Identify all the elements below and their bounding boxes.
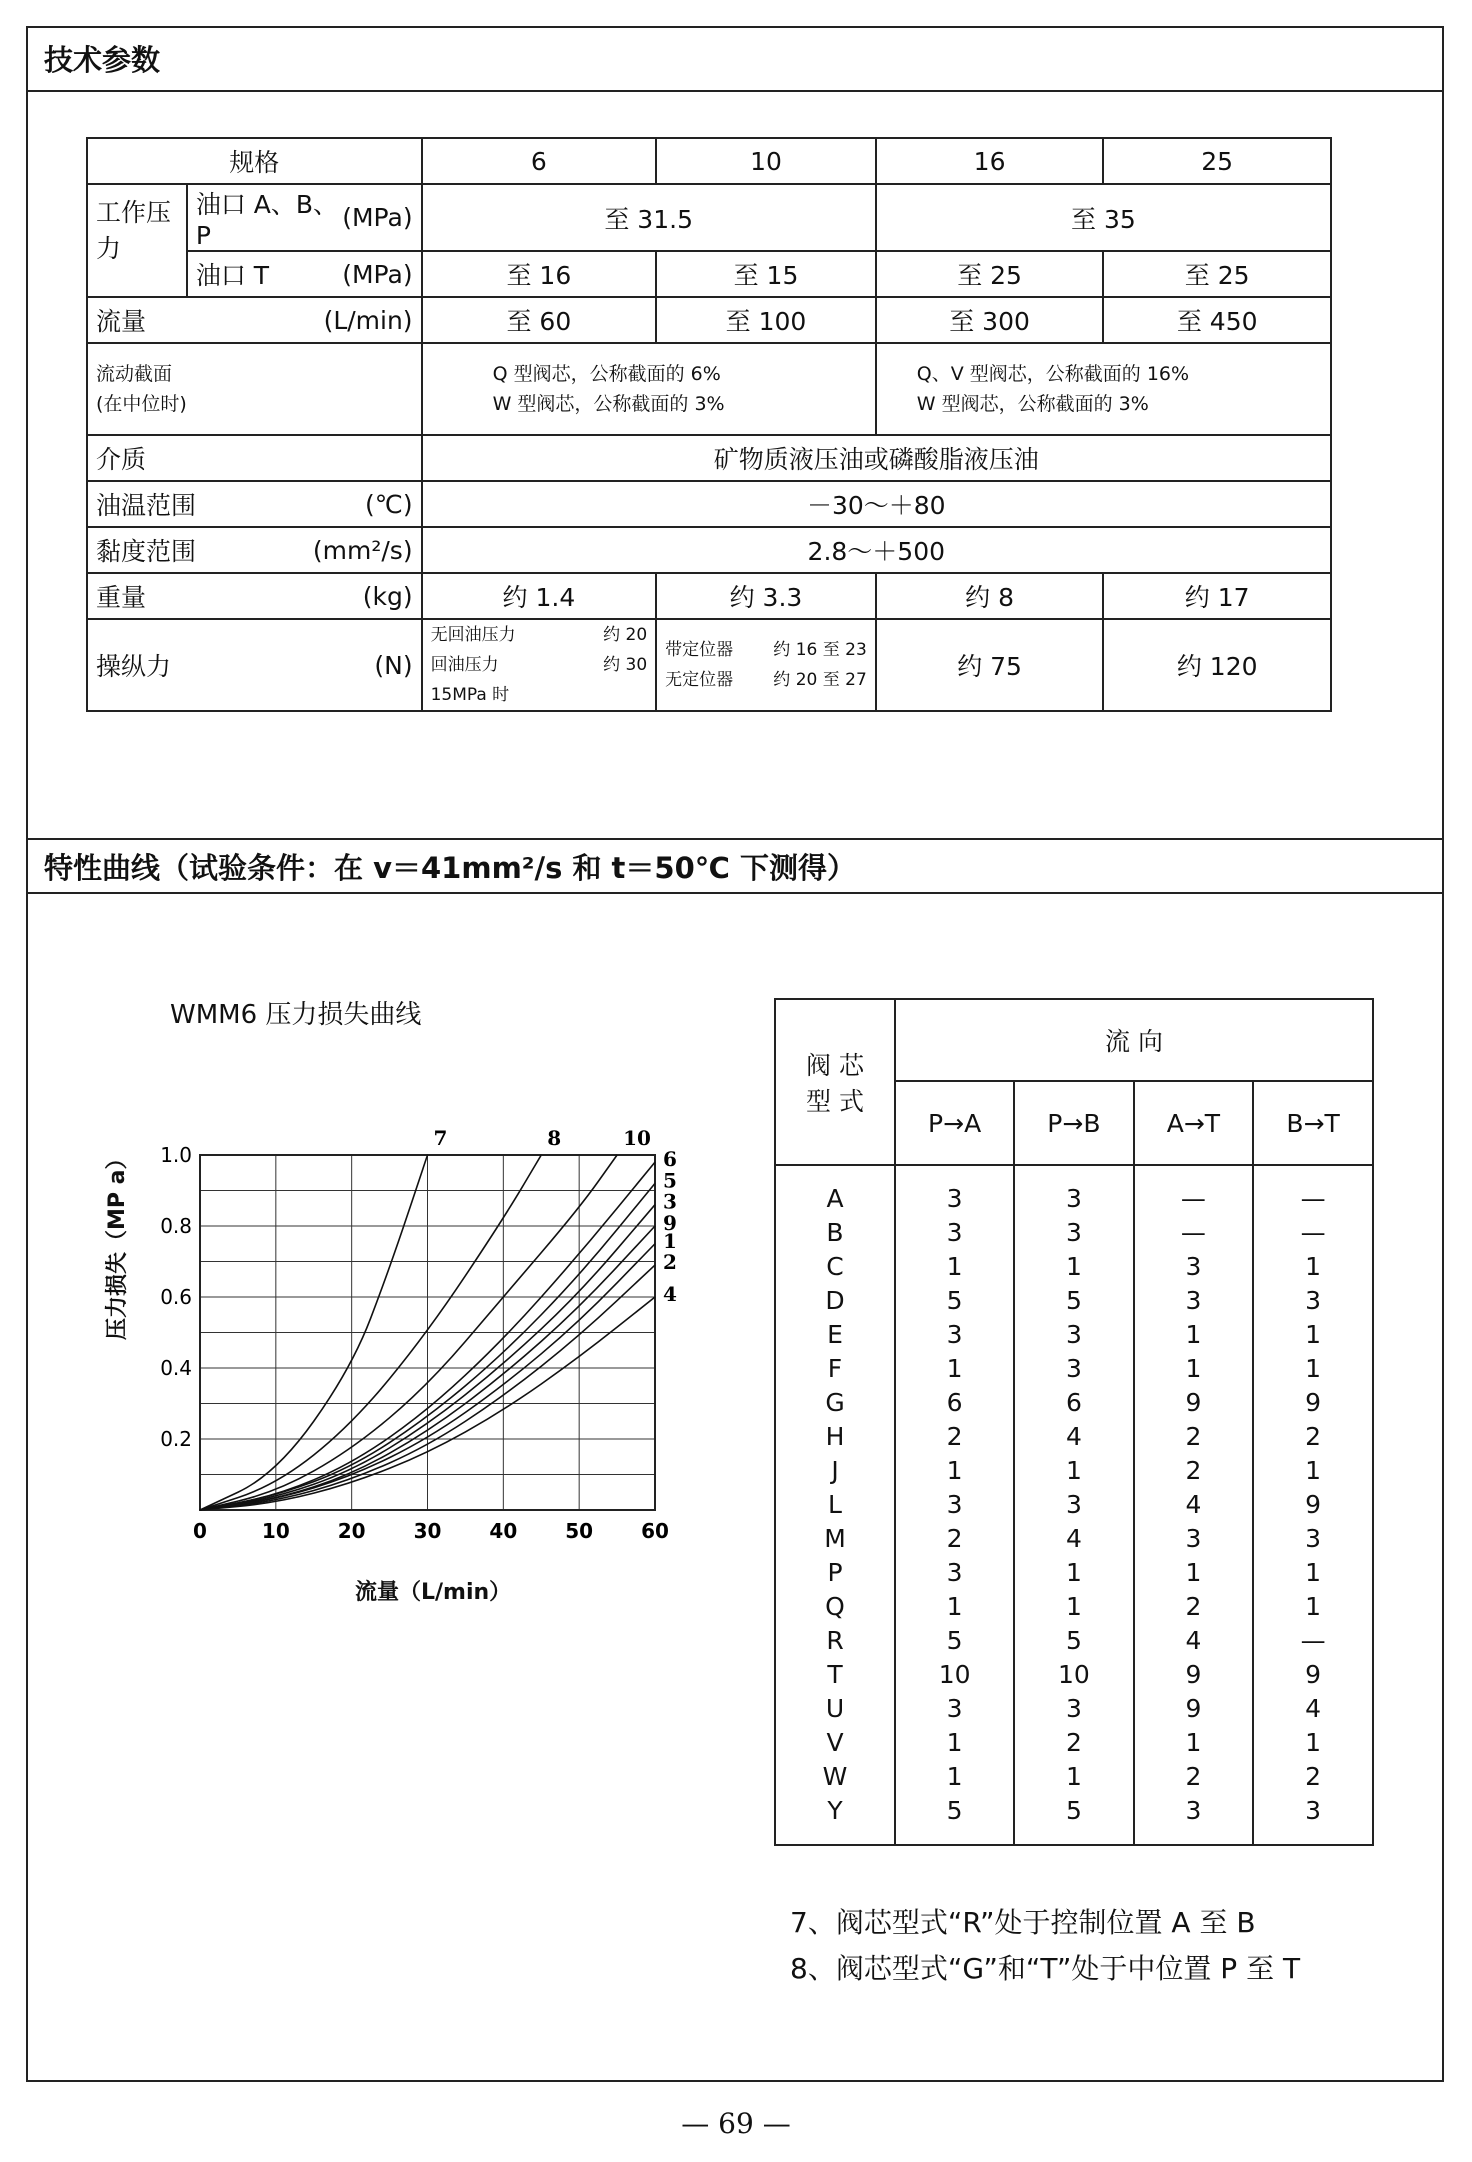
table-cell: 2 (1305, 1422, 1322, 1451)
table-cell: J (831, 1456, 839, 1485)
table-row (87, 481, 1331, 527)
row-label: 介质 (87, 435, 422, 481)
table-cell: 3 (1065, 1320, 1082, 1349)
flow-direction-header: 流 向 (895, 999, 1373, 1081)
table-cell: 1 (1065, 1558, 1082, 1587)
table-cell: 2 (1185, 1456, 1202, 1485)
table-cell: 1 (1305, 1354, 1322, 1383)
table-cell: 3 (946, 1694, 963, 1723)
force-sub-value: 约 20 (603, 625, 648, 645)
series-label-2: 2 (663, 1250, 677, 1275)
table-cell: 1 (1305, 1456, 1322, 1485)
table-cell: 9 (1305, 1388, 1322, 1417)
spec-header-cell: 10 (656, 138, 876, 184)
table-cell: 1 (1065, 1592, 1082, 1621)
table-cell: 3 (1185, 1252, 1202, 1281)
pressure-label: 工作压力 (87, 184, 187, 297)
x-tick-label: 30 (413, 1519, 442, 1543)
force-label-cell (87, 619, 422, 711)
table-cell: 至 35 (876, 184, 1331, 251)
table-cell: 4 (1185, 1626, 1202, 1655)
table-cell: 3 (1065, 1218, 1082, 1247)
table-cell: 10 (1057, 1660, 1090, 1689)
table-cell: 6 (946, 1388, 963, 1417)
table-cell: 5 (946, 1286, 963, 1315)
table-cell: 矿物质液压油或磷酸脂液压油 (422, 435, 1331, 481)
table-row (87, 138, 1331, 184)
table-cell: 2 (1065, 1728, 1082, 1757)
y-tick-label: 0.6 (160, 1285, 192, 1309)
spec-header-cell: 25 (1103, 138, 1331, 184)
table-cell: 9 (1185, 1660, 1202, 1689)
table-cell: 1 (946, 1456, 963, 1485)
table-cell: 约 75 (876, 619, 1104, 711)
table-row (87, 297, 1331, 343)
table-cell: 1 (946, 1354, 963, 1383)
spool-types-column (775, 1165, 895, 1845)
at-column (1134, 1165, 1254, 1845)
series-label-6: 6 (663, 1147, 677, 1172)
table-cell: R (826, 1626, 844, 1655)
table-cell: — (1300, 1626, 1326, 1655)
table-row (87, 251, 1331, 297)
section-area-label-cell (87, 343, 422, 435)
bt-column (1253, 1165, 1373, 1845)
table-cell: — (1300, 1184, 1326, 1213)
table-cell: 至 60 (422, 297, 657, 343)
table-cell: G (825, 1388, 845, 1417)
row-label: 油温范围 (96, 491, 197, 520)
cell-line: W 型阀芯，公称截面的 3% (916, 393, 1149, 415)
table-cell: 至 25 (1103, 251, 1331, 297)
section-area-right (876, 343, 1331, 435)
table-cell: Y (827, 1796, 843, 1825)
series-label-5: 5 (663, 1168, 677, 1193)
table-cell: 1 (1185, 1320, 1202, 1349)
force-sub-label: 带定位器 (665, 640, 734, 660)
chart-title: WMM6 压力损失曲线 (170, 1000, 422, 1030)
table-cell: 至 100 (656, 297, 876, 343)
table-row (87, 184, 1331, 251)
x-tick-label: 10 (261, 1519, 290, 1543)
force-sub-note: 15MPa 时 (430, 685, 510, 705)
force-sub-label: 回油压力 (430, 655, 499, 675)
table-cell: 9 (1305, 1490, 1322, 1519)
spool-type-header (775, 999, 895, 1165)
table-cell: 3 (1065, 1184, 1082, 1213)
table-cell: 4 (1185, 1490, 1202, 1519)
table-cell: T (827, 1660, 843, 1689)
table-cell: E (827, 1320, 843, 1349)
table-cell: V (826, 1728, 844, 1757)
table-cell: — (1180, 1218, 1206, 1247)
x-tick-label: 20 (337, 1519, 366, 1543)
table-cell: 3 (1065, 1490, 1082, 1519)
pressure-port-abp (187, 184, 422, 251)
row-label: 重量 (96, 583, 147, 612)
page-number: — 69 — (681, 2107, 791, 2140)
series-label-9: 9 (663, 1211, 677, 1235)
table-cell: 3 (946, 1490, 963, 1519)
spec-header-cell: 规格 (87, 138, 422, 184)
table-cell: 4 (1065, 1524, 1082, 1553)
table-cell: 至 450 (1103, 297, 1331, 343)
notes (790, 1900, 1300, 1992)
spool-flow-table (774, 998, 1374, 1846)
x-tick-label: 40 (489, 1519, 518, 1543)
table-cell: 5 (946, 1626, 963, 1655)
unit-label: (N) (374, 650, 413, 680)
unit-label: (MPa) (342, 203, 413, 232)
viscosity-label-cell (87, 527, 422, 573)
table-cell: 2.8～＋500 (422, 527, 1331, 573)
table-cell: 2 (946, 1524, 963, 1553)
note-line: 7、阀芯型式“R”处于控制位置 A 至 B (790, 1906, 1256, 1939)
table-cell: 3 (1305, 1524, 1322, 1553)
table-cell: B (826, 1218, 844, 1247)
table-cell: 3 (946, 1320, 963, 1349)
unit-label: (℃) (364, 489, 413, 519)
port-label: 油口 T (195, 261, 270, 290)
spec-header-cell: 6 (422, 138, 657, 184)
series-label-8: 8 (547, 1126, 562, 1150)
unit-label: (mm²/s) (312, 535, 413, 565)
table-cell: 3 (1065, 1354, 1082, 1383)
table-cell: C (826, 1252, 844, 1281)
row-sublabel: (在中位时) (96, 393, 187, 415)
table-row (775, 999, 1373, 1081)
table-cell: 约 120 (1103, 619, 1331, 711)
force-sub-value: 约 20 至 27 (773, 670, 867, 690)
table-cell: 3 (1185, 1286, 1202, 1315)
table-cell: 2 (946, 1422, 963, 1451)
port-label: 油口 A、B、P (195, 190, 339, 250)
table-cell: 1 (1065, 1762, 1082, 1791)
table-cell: 2 (1185, 1592, 1202, 1621)
force-size6-cell (422, 619, 657, 711)
header-line: 阀 芯 (806, 1051, 864, 1080)
cell-line: W 型阀芯，公称截面的 3% (492, 393, 725, 415)
table-cell: 约 17 (1103, 573, 1331, 619)
table-cell: — (1180, 1184, 1206, 1213)
row-label: 操纵力 (96, 652, 172, 681)
series-label-7: 7 (433, 1126, 448, 1150)
col-header: P→B (1014, 1081, 1133, 1165)
series-label-4: 4 (663, 1282, 677, 1306)
table-cell: W (822, 1762, 848, 1791)
table-cell: 5 (1065, 1796, 1082, 1825)
col-header: A→T (1134, 1081, 1254, 1165)
table-cell: 1 (1185, 1728, 1202, 1757)
table-cell: 3 (1185, 1524, 1202, 1553)
y-tick-label: 1.0 (160, 1143, 192, 1167)
series-label-10: 10 (623, 1126, 651, 1150)
series-label-1: 1 (663, 1228, 677, 1253)
table-cell: 1 (946, 1592, 963, 1621)
table-cell: 3 (1305, 1796, 1322, 1825)
table-cell: U (825, 1694, 845, 1723)
unit-label: (MPa) (342, 259, 413, 289)
table-cell: 1 (946, 1252, 963, 1281)
y-tick-label: 0.2 (160, 1427, 192, 1451)
table-cell: 3 (1305, 1286, 1322, 1315)
table-cell: 至 31.5 (422, 184, 876, 251)
header-line: 型 式 (806, 1087, 864, 1116)
col-header: P→A (895, 1081, 1014, 1165)
table-cell: 约 8 (876, 573, 1104, 619)
table-cell: 1 (1185, 1354, 1202, 1383)
table-cell: 2 (1305, 1762, 1322, 1791)
table-cell: D (825, 1286, 845, 1315)
x-tick-label: 60 (641, 1519, 669, 1543)
y-tick-label: 0.8 (160, 1214, 192, 1238)
col-header: B→T (1253, 1081, 1373, 1165)
weight-label-cell (87, 573, 422, 619)
unit-label: (L/min) (323, 305, 413, 335)
table-row (87, 619, 1331, 711)
table-cell: 至 16 (422, 251, 657, 297)
force-sub-value: 约 16 至 23 (773, 640, 867, 660)
flow-label-cell (87, 297, 422, 343)
table-cell: 1 (1305, 1558, 1322, 1587)
x-tick-label: 50 (565, 1519, 594, 1543)
table-cell: 至 25 (876, 251, 1104, 297)
table-cell: 1 (1065, 1252, 1082, 1281)
table-cell: 5 (1065, 1286, 1082, 1315)
table-cell: F (827, 1354, 843, 1383)
y-tick-label: 0.4 (160, 1356, 192, 1380)
pressure-loss-chart (120, 1100, 720, 1560)
table-cell: 9 (1185, 1694, 1202, 1723)
spec-table (86, 137, 1332, 712)
row-label: 流动截面 (96, 363, 173, 385)
table-cell: 1 (1185, 1558, 1202, 1587)
oil-temp-label-cell (87, 481, 422, 527)
note-line: 8、阀芯型式“G”和“T”处于中位置 P 至 T (790, 1952, 1301, 1985)
table-cell: 4 (1065, 1422, 1082, 1451)
table-cell: 1 (1305, 1728, 1322, 1757)
table-row (87, 573, 1331, 619)
table-cell: －30～＋80 (422, 481, 1331, 527)
row-label: 流量 (96, 307, 147, 336)
table-cell: 6 (1065, 1388, 1082, 1417)
section-title-tech-params: 技术参数 (28, 28, 1442, 92)
table-cell: 1 (1305, 1252, 1322, 1281)
table-cell: M (824, 1524, 846, 1553)
section-area-left (422, 343, 876, 435)
force-sub-label: 无回油压力 (430, 625, 516, 645)
table-cell: 1 (1305, 1592, 1322, 1621)
table-cell: 1 (946, 1762, 963, 1791)
table-cell: H (825, 1422, 845, 1451)
table-cell: 至 15 (656, 251, 876, 297)
force-sub-label: 无定位器 (665, 670, 734, 690)
table-row (87, 435, 1331, 481)
table-cell: L (828, 1490, 842, 1519)
pa-column (895, 1165, 1014, 1845)
table-cell: 1 (946, 1728, 963, 1757)
cell-line: Q 型阀芯，公称截面的 6% (492, 363, 721, 385)
table-cell: 2 (1185, 1762, 1202, 1791)
pb-column (1014, 1165, 1133, 1845)
chart-y-axis-label: 压力损失（MP a） (105, 1147, 130, 1340)
table-cell: 至 300 (876, 297, 1104, 343)
table-cell: P (827, 1558, 843, 1587)
row-label: 黏度范围 (96, 537, 197, 566)
table-cell: 5 (946, 1796, 963, 1825)
table-cell: 3 (1065, 1694, 1082, 1723)
table-cell: A (826, 1184, 844, 1213)
table-cell: 3 (946, 1184, 963, 1213)
spec-header-cell: 16 (876, 138, 1104, 184)
table-cell: 10 (938, 1660, 971, 1689)
table-cell: 5 (1065, 1626, 1082, 1655)
force-sub-value: 约 30 (603, 655, 648, 675)
cell-line: Q、V 型阀芯，公称截面的 16% (916, 363, 1190, 385)
table-cell: 约 3.3 (656, 573, 876, 619)
table-cell: 2 (1185, 1422, 1202, 1451)
unit-label: (kg) (362, 581, 413, 611)
table-cell: 1 (1305, 1320, 1322, 1349)
table-row (87, 527, 1331, 573)
table-cell: 4 (1305, 1694, 1322, 1723)
table-row (775, 1165, 1373, 1845)
table-cell: 9 (1305, 1660, 1322, 1689)
table-cell: 3 (1185, 1796, 1202, 1825)
table-cell: 3 (946, 1218, 963, 1247)
x-tick-label: 0 (193, 1519, 207, 1543)
table-cell: 约 1.4 (422, 573, 657, 619)
table-cell: 1 (1065, 1456, 1082, 1485)
table-cell: — (1300, 1218, 1326, 1247)
table-row (87, 343, 1331, 435)
force-size10-cell (656, 619, 876, 711)
pressure-port-t (187, 251, 422, 297)
series-label-3: 3 (663, 1189, 677, 1214)
section-title-curves: 特性曲线（试验条件：在 v＝41mm²/s 和 t＝50℃ 下测得） (28, 838, 1442, 894)
table-cell: Q (825, 1592, 845, 1621)
table-cell: 3 (946, 1558, 963, 1587)
chart-x-axis-label: 流量（L/min） (355, 1580, 512, 1605)
table-cell: 9 (1185, 1388, 1202, 1417)
